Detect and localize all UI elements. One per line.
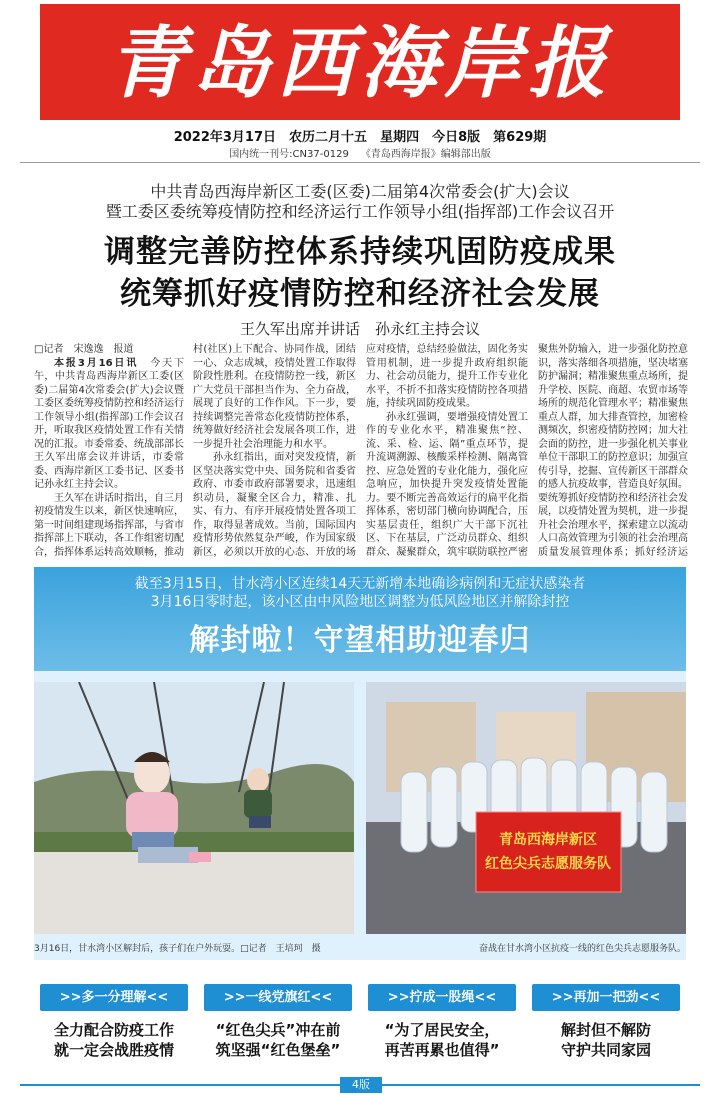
serial-number: 国内统一刊号:CN37-0129	[229, 149, 349, 160]
section-tag-2: >>一线党旗红<<	[204, 984, 352, 1011]
blurb-line: 再苦再累也值得”	[384, 1041, 500, 1059]
publication-info	[0, 145, 720, 160]
paragraph: 孙永红指出，面对突发疫情，新区坚决落实党中央、国务院和省委省政府、市委市政府部署要求，迅速组织动员，凝聚全区合力，精准、扎实、有力、有序开展疫情处置各项工作，取得显著成效。当前，国际国内疫情形势依然复杂严峻，作为国家级新区，必须以开放的心态、开放的场	[193, 452, 356, 558]
weekday: 星期四	[380, 130, 420, 145]
divider	[20, 162, 700, 163]
paragraph: 应对疫情，总结经验做法，固化务实管用机制，进一步提升政府组织能力、社会动员能力，提升工作专业化水平，不折不扣落实疫情防控各项措施，持续巩固防疫成果。	[366, 344, 528, 409]
notice-line-1: 截至3月15日，甘水湾小区连续14天无新增本地确诊病例和无症状感染者	[134, 576, 586, 592]
blurb-line: 全力配合防疫工作	[53, 1021, 174, 1039]
blurb-line: “为了居民安全，	[384, 1021, 500, 1039]
lead-headline-2: 统筹抓好疫情防控和经济社会发展	[120, 276, 600, 312]
dateline-lead: 本报3月16日讯	[54, 357, 139, 369]
article-column-2	[193, 343, 356, 558]
banner-text-2: 红色尖兵志愿服务队	[485, 856, 611, 872]
section-tag-1: >>多一分理解<<	[40, 984, 188, 1011]
blurb-line: 解封但不解防	[560, 1021, 651, 1039]
section-tag-3: >>拧成一股绳<<	[368, 984, 516, 1011]
page-count: 今日8版	[432, 130, 481, 145]
section-blurb-4	[527, 1020, 685, 1060]
lead-subline: 王久军出席并讲话 孙永红主持会议	[239, 320, 480, 338]
blurb-line: 就一定会战胜疫情	[53, 1041, 174, 1059]
blurb-line: “红色尖兵”冲在前	[215, 1021, 341, 1039]
page-marker: 4版	[340, 1077, 382, 1093]
caption-right: 奋战在甘水湾小区抗疫一线的红色尖兵志愿服务队。	[478, 944, 686, 954]
byline: □记者 宋逸逸 报道	[34, 344, 134, 355]
logo-text: 青岛西海岸报	[107, 18, 613, 109]
paragraph: 孙永红强调，要增强疫情处置工作的专业化水平，精准聚焦“控、流、采、检、运、隔”重点环节，提升流调溯源、核酸采样检测、隔离管控、应急处置的专业化能力，强化应急响应，加快提升突发疫情处置能力。要不断完善高效运行的扁平化指挥体系，密切部门横向协调配合，压实基层责任，组织广大干部下沉社区、下在基层，广泛动员群众、组织群众、凝聚群众，筑牢联防联控严密	[366, 411, 528, 558]
paragraph: 聚焦外防输入，进一步强化防控意识，落实落细各项措施，坚决堵塞防护漏洞；精准聚焦重点场所，提升学校、医院、商超、农贸市场等场所的规范化管理水平；精准聚焦重点人群，加大排查管控，加密检测频次，织密疫情防控网；加大社会面的防控，进一步强化机关事业单位干部职工的防控意识；加强宣传引导，挖掘、宣传新区干部群众的感人抗疫故事，营造良好氛围。要统筹抓好疫情防控和经济社会发展，以疫情处置为契机，进一步提升社会治理水平，探索建立以流动人口高效管理为引领的社会治理高质量发展管理体系；抓好经济运	[538, 344, 688, 558]
banner-text-1: 青岛西海岸新区	[499, 832, 597, 848]
section-blurb-1	[35, 1020, 193, 1060]
blurb-line: 守护共同家园	[560, 1041, 651, 1059]
lead-kicker-1: 中共青岛西海岸新区工委(区委)二届第4次常委会(扩大)会议	[150, 182, 570, 201]
paragraph: 王久军在讲话时指出，自三月初疫情发生以来，新区快速响应，第一时间组建现场指挥部，与省市指挥部上下联动，各工作组密切配合，指挥体系运转高效顺畅，推动	[34, 492, 184, 558]
volunteer-illustration	[366, 682, 686, 934]
newspaper-logo	[40, 4, 680, 120]
section-tag-4: >>再加一把劲<<	[532, 984, 680, 1011]
paragraph: 今天下午，中共青岛西海岸新区工委(区委)二届第4次常委会(扩大)会议暨工委区委统筹疫情防控和经济运行工作领导小组(指挥部)工作会议召开，听取我区疫情处置工作有关情况的汇报。市委常委、统战部部长王久军出席会议并讲话，市委常委、西海岸新区工委书记、区委书记孙永红主持会议。	[34, 357, 184, 490]
lead-headline-1: 调整完善防控体系持续巩固防疫成果	[104, 234, 616, 270]
blurb-line: 筑坚强“红色堡垒”	[215, 1041, 341, 1059]
lead-kicker-2: 暨工委区委统筹疫情防控和经济运行工作领导小组(指挥部)工作会议召开	[105, 202, 615, 221]
dateline	[0, 126, 720, 145]
editor-info: 《青岛西海岸报》编辑部出版	[360, 149, 491, 160]
section-blurb-3	[363, 1020, 521, 1060]
caption-left: 3月16日，甘水湾小区解封后，孩子们在户外玩耍。□记者 王培珂 摄	[34, 944, 321, 954]
feature-notice	[34, 575, 686, 611]
paragraph: 村(社区)上下配合、协同作战，团结一心、众志成城，疫情处置工作取得阶段性胜利。在疫情防控一线，新区广大党员干部担当作为、全力奋战，展现了良好的工作作风。下一步，要持续调整完善常态化疫情防控体系，统筹做好经济社会发展各项工作，进一步提升社会治理能力和水平。	[193, 344, 356, 450]
issue-number: 第629期	[493, 130, 547, 145]
section-blurb-2	[199, 1020, 357, 1060]
feature-title: 解封啦！守望相助迎春归	[189, 623, 531, 658]
photo-children-swings	[34, 682, 354, 934]
date: 2022年3月17日	[173, 130, 277, 145]
notice-line-2: 3月16日零时起，该小区由中风险地区调整为低风险地区并解除封控	[150, 594, 570, 610]
article-column-3	[366, 343, 528, 558]
swing-illustration	[34, 682, 354, 934]
article-column-1	[34, 343, 184, 558]
photo-volunteer-team	[366, 682, 686, 934]
lunar-date: 农历二月十五	[289, 130, 368, 145]
article-column-4	[538, 343, 688, 558]
masthead	[40, 4, 680, 120]
